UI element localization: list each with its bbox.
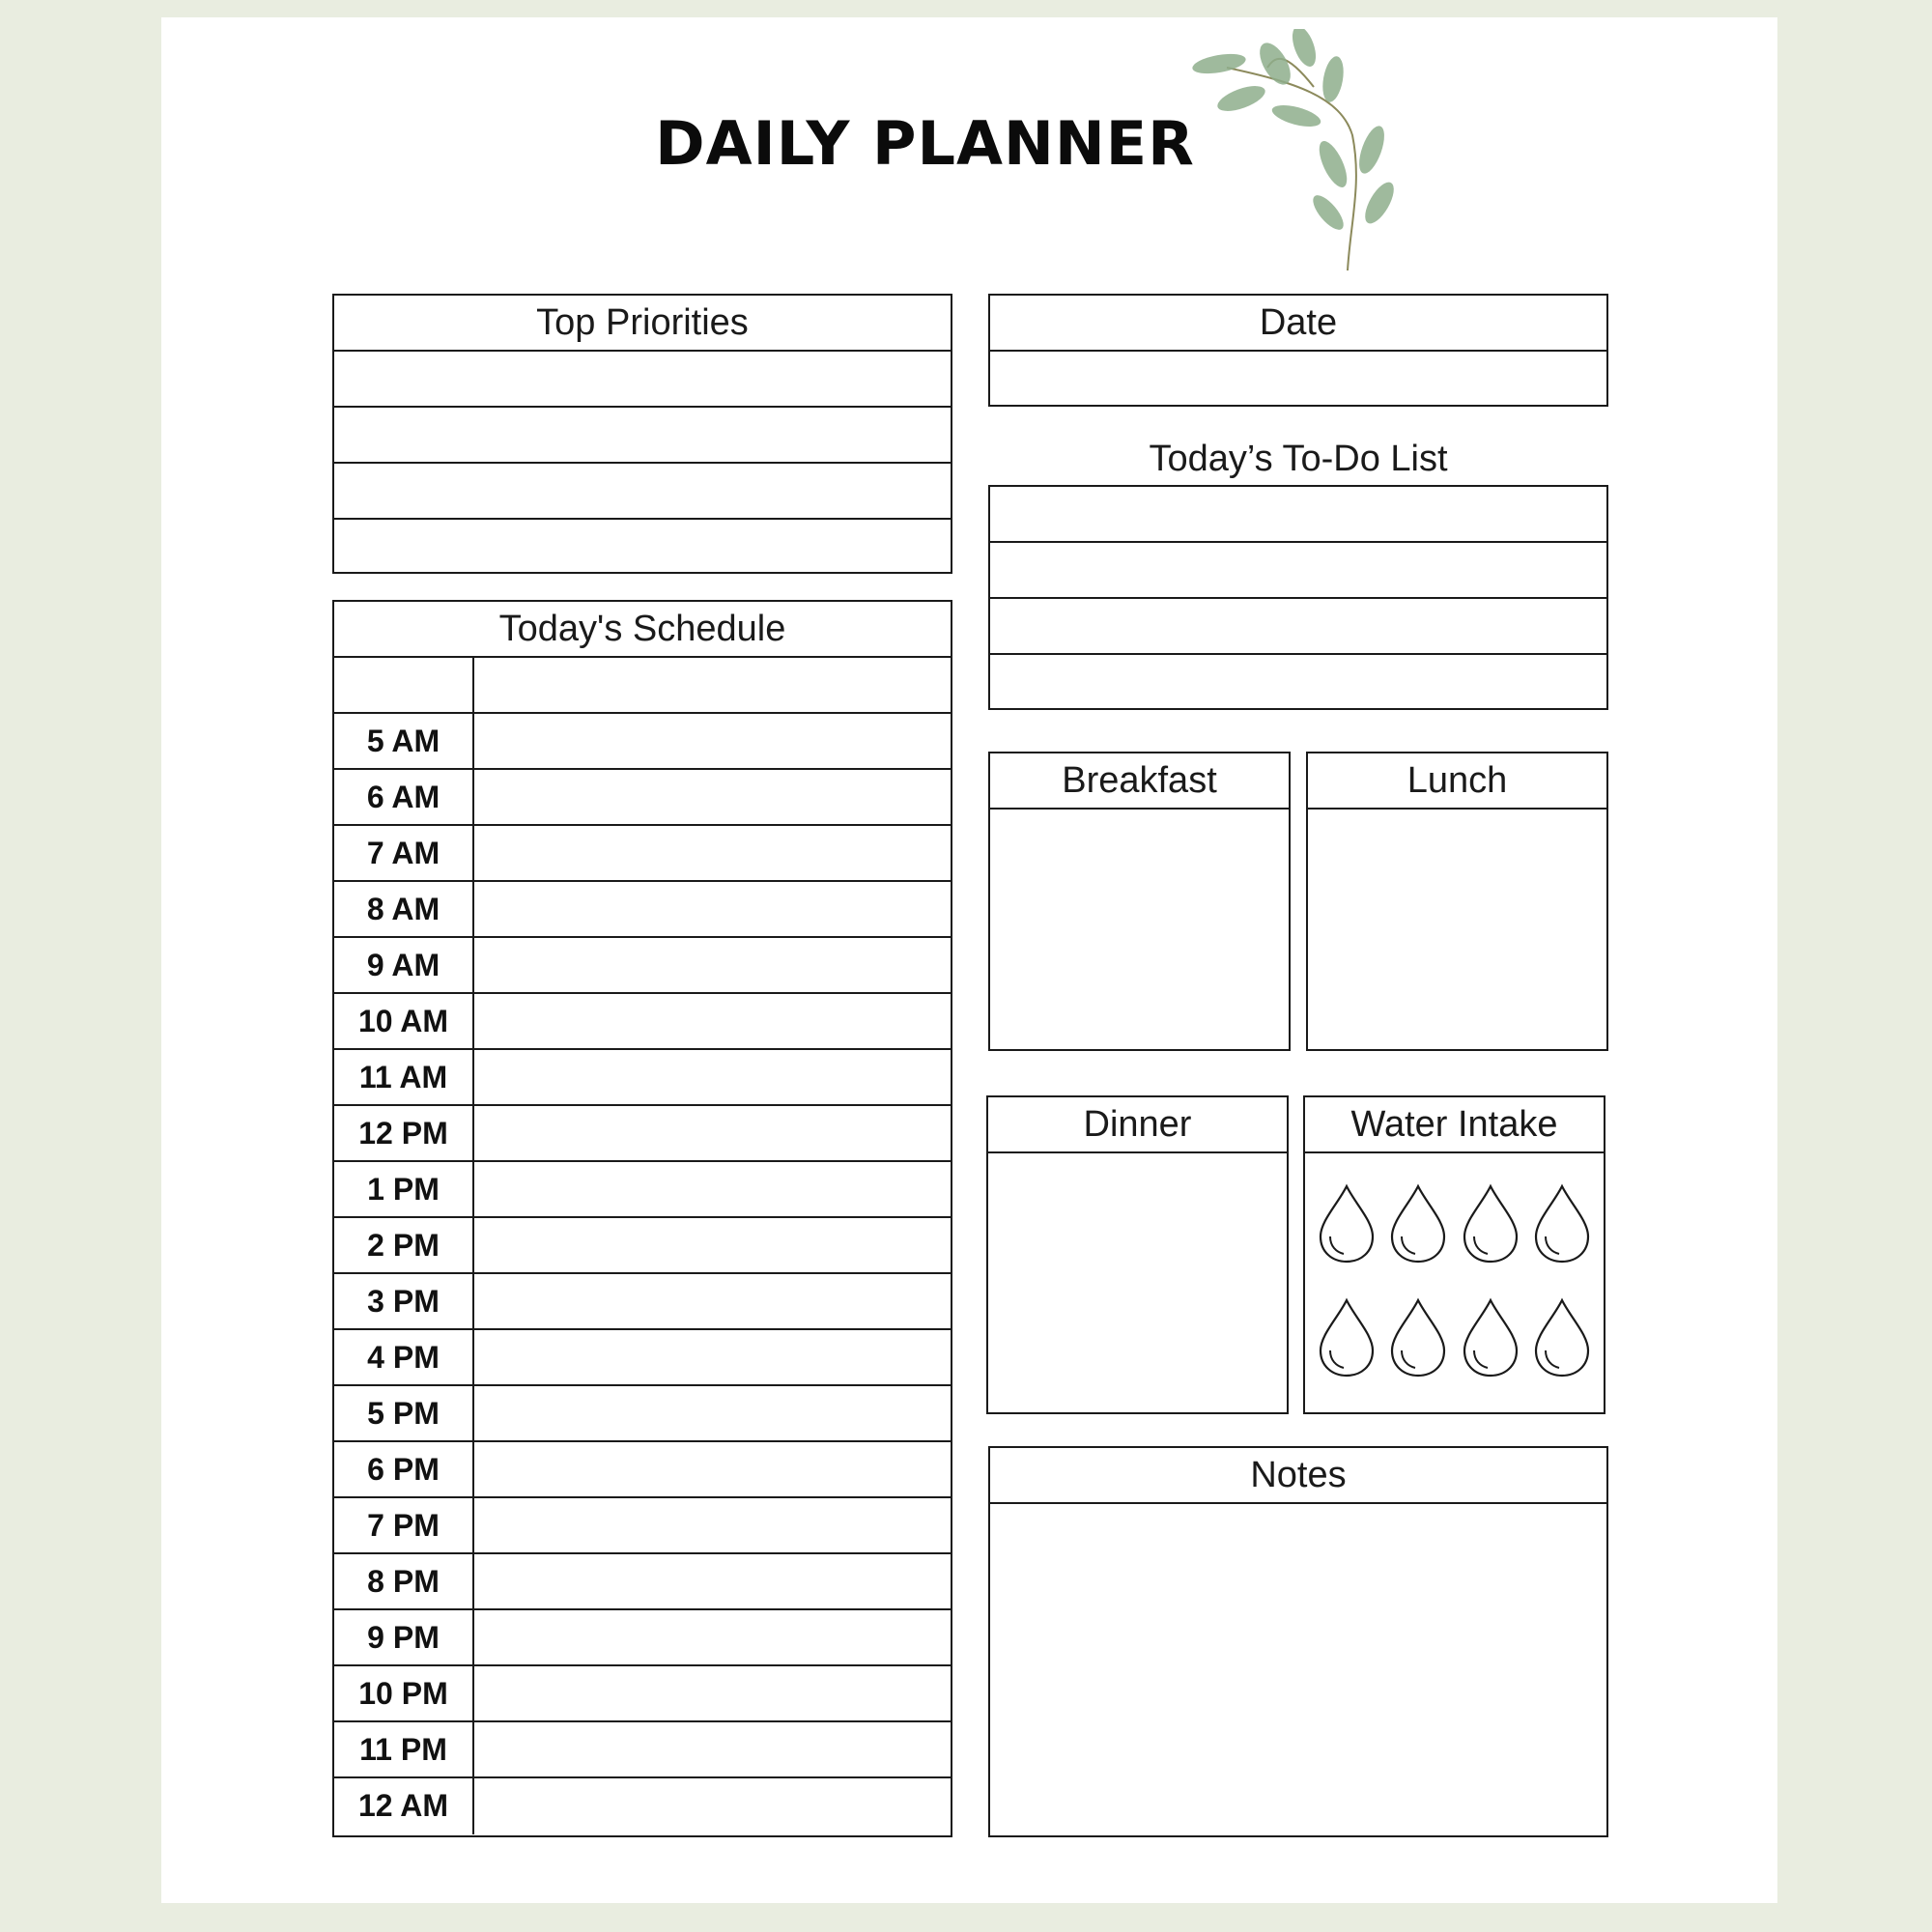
schedule-row (334, 658, 951, 714)
schedule-row (334, 1386, 951, 1442)
schedule-slot[interactable] (474, 1498, 951, 1552)
priority-line[interactable] (334, 464, 951, 520)
schedule-slot[interactable] (474, 1162, 951, 1216)
schedule-row (334, 1050, 951, 1106)
dinner-box (986, 1095, 1289, 1414)
schedule-time: 4 PM (334, 1330, 474, 1384)
schedule-slot[interactable] (474, 882, 951, 936)
schedule-slot[interactable] (474, 1386, 951, 1440)
schedule-time: 9 PM (334, 1610, 474, 1664)
schedule-slot[interactable] (474, 826, 951, 880)
top-priorities-box (332, 294, 952, 574)
schedule-slot[interactable] (474, 658, 951, 712)
schedule-row (334, 826, 951, 882)
todo-line[interactable] (990, 655, 1606, 711)
water-drop-icon[interactable] (1526, 1281, 1598, 1395)
notes-header: Notes (990, 1448, 1606, 1504)
todo-header: Today’s To-Do List (1149, 439, 1448, 479)
schedule-row (334, 1274, 951, 1330)
lunch-box (1306, 752, 1608, 1051)
water-intake-header: Water Intake (1305, 1097, 1604, 1153)
schedule-row (334, 1554, 951, 1610)
schedule-slot[interactable] (474, 770, 951, 824)
schedule-slot[interactable] (474, 938, 951, 992)
breakfast-box (988, 752, 1291, 1051)
date-box (988, 294, 1608, 407)
schedule-slot[interactable] (474, 994, 951, 1048)
todo-box (988, 485, 1608, 710)
schedule-time: 12 AM (334, 1778, 474, 1834)
priority-line[interactable] (334, 352, 951, 408)
schedule-time: 6 AM (334, 770, 474, 824)
todo-line[interactable] (990, 543, 1606, 599)
schedule-row (334, 1106, 951, 1162)
priority-line[interactable] (334, 520, 951, 576)
schedule-time: 10 AM (334, 994, 474, 1048)
schedule-time: 11 AM (334, 1050, 474, 1104)
schedule-row (334, 1442, 951, 1498)
breakfast-header: Breakfast (990, 753, 1289, 810)
schedule-header: Today's Schedule (334, 602, 951, 658)
schedule-time: 12 PM (334, 1106, 474, 1160)
schedule-slot[interactable] (474, 1554, 951, 1608)
schedule-row (334, 1498, 951, 1554)
date-field[interactable] (990, 352, 1606, 408)
schedule-row (334, 882, 951, 938)
schedule-time: 7 AM (334, 826, 474, 880)
schedule-time: 9 AM (334, 938, 474, 992)
todo-line[interactable] (990, 599, 1606, 655)
schedule-time (334, 658, 474, 712)
leaf-sprig-icon (1169, 29, 1410, 270)
schedule-slot[interactable] (474, 1106, 951, 1160)
schedule-slot[interactable] (474, 1442, 951, 1496)
schedule-row (334, 1162, 951, 1218)
schedule-slot[interactable] (474, 1778, 951, 1834)
priority-line[interactable] (334, 408, 951, 464)
schedule-time: 5 PM (334, 1386, 474, 1440)
water-drop-icon[interactable] (1455, 1167, 1526, 1281)
schedule-slot[interactable] (474, 1218, 951, 1272)
schedule-time: 1 PM (334, 1162, 474, 1216)
schedule-slot[interactable] (474, 714, 951, 768)
schedule-row (334, 1666, 951, 1722)
schedule-row (334, 994, 951, 1050)
schedule-slot[interactable] (474, 1330, 951, 1384)
water-drop-icon[interactable] (1382, 1167, 1454, 1281)
schedule-box (332, 600, 952, 1837)
top-priorities-header: Top Priorities (334, 296, 951, 352)
schedule-time: 2 PM (334, 1218, 474, 1272)
lunch-header: Lunch (1308, 753, 1606, 810)
water-drop-icon[interactable] (1455, 1281, 1526, 1395)
schedule-row (334, 938, 951, 994)
schedule-time: 7 PM (334, 1498, 474, 1552)
dinner-header: Dinner (988, 1097, 1287, 1153)
schedule-time: 11 PM (334, 1722, 474, 1776)
schedule-row (334, 1722, 951, 1778)
schedule-row (334, 1330, 951, 1386)
schedule-time: 5 AM (334, 714, 474, 768)
schedule-slot[interactable] (474, 1050, 951, 1104)
schedule-row (334, 1218, 951, 1274)
water-drops-grid (1305, 1153, 1604, 1412)
schedule-slot[interactable] (474, 1666, 951, 1720)
schedule-row (334, 770, 951, 826)
schedule-time: 10 PM (334, 1666, 474, 1720)
water-drop-icon[interactable] (1526, 1167, 1598, 1281)
schedule-row (334, 714, 951, 770)
notes-box (988, 1446, 1608, 1837)
schedule-time: 6 PM (334, 1442, 474, 1496)
water-drop-icon[interactable] (1311, 1167, 1382, 1281)
schedule-time: 8 PM (334, 1554, 474, 1608)
schedule-slot[interactable] (474, 1722, 951, 1776)
page-title: DAILY PLANNER (655, 108, 1195, 179)
date-header: Date (990, 296, 1606, 352)
schedule-slot[interactable] (474, 1274, 951, 1328)
water-drop-icon[interactable] (1382, 1281, 1454, 1395)
schedule-slot[interactable] (474, 1610, 951, 1664)
schedule-row (334, 1610, 951, 1666)
water-intake-box (1303, 1095, 1605, 1414)
schedule-time: 3 PM (334, 1274, 474, 1328)
schedule-time: 8 AM (334, 882, 474, 936)
schedule-row (334, 1778, 951, 1834)
todo-line[interactable] (990, 487, 1606, 543)
water-drop-icon[interactable] (1311, 1281, 1382, 1395)
